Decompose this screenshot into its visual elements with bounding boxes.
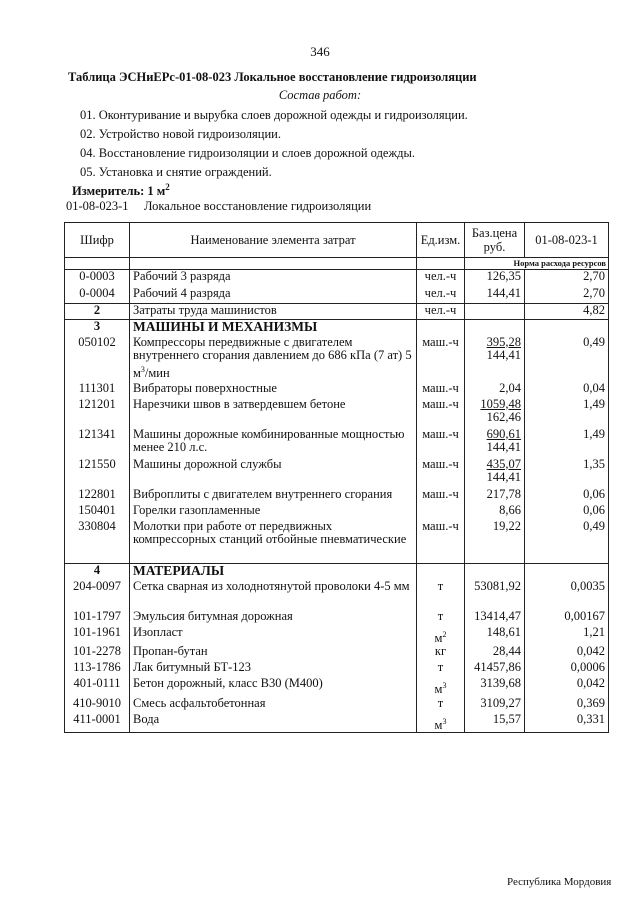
- cell-price-main: 395,28: [486, 334, 521, 349]
- cell-code: 411-0001: [65, 713, 130, 733]
- cell-name-tail: /мин: [144, 365, 170, 380]
- cell-unit-text: чел.-ч: [424, 303, 457, 317]
- cell-code: 150401: [65, 504, 130, 520]
- cell-unit: [417, 661, 465, 677]
- table-body: [65, 258, 609, 733]
- cell-norm: 1,49: [525, 398, 609, 428]
- table-title: Таблица ЭСНиЕРс-01-08-023 Локальное восстановление гидроизоляции: [68, 70, 477, 84]
- cell-unit: [417, 580, 465, 610]
- cell-unit-text: м: [434, 682, 443, 697]
- table-row: [65, 580, 609, 610]
- cell-name: [130, 270, 417, 287]
- cell-price-labor: 162,46: [486, 410, 521, 424]
- code-line-text: Локальное восстановление гидроизоляции: [144, 199, 372, 213]
- cell-price: [465, 320, 525, 336]
- cell-name: [130, 645, 417, 661]
- cell-unit: [417, 382, 465, 398]
- cell-name-text: Компрессоры передвижные с двигателем внутреннего сгорания давлением до 686 кПа (7 ат) 5 м: [133, 334, 412, 380]
- cell-code: 050102: [65, 336, 130, 382]
- cell-price: [465, 520, 525, 564]
- cell-price: [465, 661, 525, 677]
- cell-name-text: Машины дорожные комбинированные мощностью менее 210 л.с.: [133, 426, 405, 454]
- cell-name: [130, 504, 417, 520]
- cell-name-sup: 3: [140, 364, 145, 374]
- cell-price: [465, 382, 525, 398]
- cell-unit-text: т: [437, 608, 444, 623]
- cell-code: 121341: [65, 428, 130, 458]
- table-row: [65, 320, 609, 336]
- page-number: 346: [310, 44, 330, 59]
- cell-name-text: Рабочий 3 разряда: [133, 269, 231, 283]
- cell-name-text: Горелки газопламенные: [133, 502, 261, 517]
- cell-name-text: Изопласт: [133, 624, 183, 639]
- norm-label-row: [65, 258, 609, 270]
- cell-name: [130, 458, 417, 488]
- table-row: [65, 564, 609, 580]
- cell-code: 113-1786: [65, 661, 130, 677]
- cell-name: [130, 382, 417, 398]
- cell-norm: 0,042: [525, 645, 609, 661]
- cell-price: [465, 564, 525, 580]
- cell-price-main: 3139,68: [480, 676, 521, 691]
- cell-code: 0-0003: [65, 270, 130, 287]
- cell-price: [465, 713, 525, 733]
- cell-norm: 0,0006: [525, 661, 609, 677]
- cell-unit-text: м: [434, 630, 443, 645]
- cell-name: [130, 336, 417, 382]
- cell-unit-text: маш.-ч: [422, 518, 459, 533]
- norm-empty-cell: [65, 258, 130, 270]
- cell-price: [465, 697, 525, 713]
- norm-empty-cell: [417, 258, 465, 270]
- work-composition-title: Состав работ:: [278, 88, 362, 102]
- cell-unit: [417, 320, 465, 336]
- table-row: [65, 488, 609, 504]
- cell-unit-text: маш.-ч: [422, 486, 459, 501]
- header-code: 01-08-023-1: [525, 223, 609, 258]
- cell-norm: 0,331: [525, 713, 609, 733]
- table-row: [65, 336, 609, 382]
- table-row: [65, 504, 609, 520]
- cell-name-text: Виброплиты с двигателем внутреннего сгорания: [133, 486, 393, 501]
- cell-norm: 0,042: [525, 677, 609, 697]
- cell-name-text: Вода: [133, 711, 160, 726]
- cell-unit: [417, 504, 465, 520]
- cell-price-labor: 144,41: [486, 470, 521, 484]
- cell-name: [130, 697, 417, 713]
- table-row: [65, 520, 609, 564]
- cell-code: 111301: [65, 382, 130, 398]
- cell-name: [130, 713, 417, 733]
- table-row: [65, 398, 609, 428]
- cell-name: [130, 580, 417, 610]
- resource-table: [64, 222, 609, 733]
- cell-norm: 0,49: [525, 520, 609, 564]
- cell-code: 204-0097: [65, 580, 130, 610]
- cell-unit-text: т: [437, 660, 444, 675]
- cell-unit: [417, 610, 465, 626]
- cell-name-text: Затраты труда машинистов: [133, 303, 277, 317]
- measure-label: [72, 182, 170, 199]
- cell-unit: [417, 428, 465, 458]
- cell-name: [130, 564, 417, 580]
- cell-name: [130, 677, 417, 697]
- cell-price-labor: 144,41: [486, 440, 521, 454]
- table-header-row: [65, 223, 609, 258]
- cell-code: 122801: [65, 488, 130, 504]
- cell-price-labor: 144,41: [486, 348, 521, 362]
- cell-unit-text: маш.-ч: [422, 334, 459, 349]
- cell-unit: [417, 458, 465, 488]
- cell-code: 101-1961: [65, 626, 130, 646]
- cell-unit: [417, 520, 465, 564]
- cell-norm: [525, 320, 609, 336]
- work-item: 04. Восстановление гидроизоляции и слоев дорожной одежды.: [80, 146, 416, 160]
- cell-norm: 1,35: [525, 458, 609, 488]
- cell-unit: [417, 270, 465, 287]
- cell-name: [130, 520, 417, 564]
- norm-empty-cell: [130, 258, 417, 270]
- cell-unit: [417, 677, 465, 697]
- cell-price-main: 19,22: [492, 518, 521, 533]
- cell-price: [465, 580, 525, 610]
- cell-unit-sup: 3: [442, 716, 447, 726]
- norm-label: Норма расхода ресурсов: [465, 258, 609, 270]
- cell-price: [465, 645, 525, 661]
- cell-name-text: Пропан-бутан: [133, 644, 208, 659]
- work-item: 01. Оконтуривание и вырубка слоев дорожной одежды и гидроизоляции.: [80, 108, 468, 122]
- table-row: [65, 677, 609, 697]
- cell-price: [465, 626, 525, 646]
- cell-price-main: 148,61: [486, 624, 521, 639]
- table-row: [65, 270, 609, 287]
- cell-name: [130, 610, 417, 626]
- cell-norm: 0,06: [525, 488, 609, 504]
- cell-name-text: Сетка сварная из холоднотянутой проволоки 4-5 мм: [133, 578, 410, 593]
- footer-region: Республика Мордовия: [507, 876, 612, 888]
- cell-unit-text: чел.-ч: [424, 269, 457, 283]
- cell-code: 4: [65, 564, 130, 580]
- table-row: [65, 626, 609, 646]
- cell-unit: [417, 626, 465, 646]
- cell-price: [465, 270, 525, 287]
- measure-sup: 2: [165, 182, 170, 192]
- table-row: [65, 610, 609, 626]
- cell-price-main: 126,35: [486, 269, 521, 283]
- cell-norm: 0,49: [525, 336, 609, 382]
- cell-code: 101-1797: [65, 610, 130, 626]
- cell-name-text: Лак битумный БТ-123: [133, 660, 252, 675]
- cell-price-main: 435,07: [486, 456, 521, 471]
- cell-price-main: 2,04: [499, 380, 521, 395]
- header-cipher: Шифр: [65, 223, 130, 258]
- table-row: [65, 287, 609, 304]
- cell-price: [465, 610, 525, 626]
- cell-unit-text: т: [437, 578, 444, 593]
- work-list: [80, 106, 468, 182]
- cell-norm: 0,06: [525, 504, 609, 520]
- cell-unit-text: маш.-ч: [422, 380, 459, 395]
- cell-price-main: 144,41: [486, 285, 521, 300]
- cell-unit: [417, 304, 465, 320]
- cell-norm: 0,00167: [525, 610, 609, 626]
- table-row: [65, 428, 609, 458]
- cell-name: [130, 488, 417, 504]
- cell-norm: [525, 564, 609, 580]
- table-row: [65, 697, 609, 713]
- cell-price-main: 15,57: [492, 711, 521, 726]
- cell-name: [130, 661, 417, 677]
- cell-price: [465, 488, 525, 504]
- cell-unit: [417, 398, 465, 428]
- cell-code: 330804: [65, 520, 130, 564]
- cell-name: [130, 304, 417, 320]
- cell-unit-text: т: [437, 695, 444, 710]
- cell-unit-text: м: [434, 717, 443, 732]
- cell-unit: [417, 697, 465, 713]
- cell-code: 121550: [65, 458, 130, 488]
- cell-norm: 2,70: [525, 270, 609, 287]
- cell-price-main: 8,66: [499, 502, 521, 517]
- cell-unit: [417, 488, 465, 504]
- cell-name: [130, 320, 417, 336]
- work-item: 02. Устройство новой гидроизоляции.: [80, 127, 281, 141]
- code-line-code: 01-08-023-1: [66, 199, 129, 213]
- cell-code: 121201: [65, 398, 130, 428]
- cell-unit-text: маш.-ч: [422, 396, 459, 411]
- cell-name-text: МАШИНЫ И МЕХАНИЗМЫ: [133, 319, 318, 334]
- cell-name: [130, 428, 417, 458]
- cell-code: 101-2278: [65, 645, 130, 661]
- cell-norm: 4,82: [525, 304, 609, 320]
- cell-norm: 2,70: [525, 287, 609, 304]
- cell-name-text: МАТЕРИАЛЫ: [133, 563, 225, 578]
- cell-code: 3: [65, 320, 130, 336]
- cell-price-main: 3109,27: [480, 695, 521, 710]
- header-name: Наименование элемента затрат: [130, 223, 417, 258]
- cell-norm: 1,21: [525, 626, 609, 646]
- cell-price: [465, 677, 525, 697]
- table-row: [65, 304, 609, 320]
- cell-price: [465, 304, 525, 320]
- cell-price: [465, 504, 525, 520]
- cell-name-text: Нарезчики швов в затвердевшем бетоне: [133, 396, 346, 411]
- cell-name: [130, 398, 417, 428]
- cell-price-main: 690,61: [486, 426, 521, 441]
- cell-price: [465, 287, 525, 304]
- cell-unit: [417, 564, 465, 580]
- cell-name-text: Вибраторы поверхностные: [133, 380, 277, 395]
- cell-unit-text: маш.-ч: [422, 426, 459, 441]
- cell-unit: [417, 713, 465, 733]
- work-item: 05. Установка и снятие ограждений.: [80, 165, 272, 179]
- cell-price: [465, 336, 525, 382]
- cell-price-main: 1059,48: [480, 396, 521, 411]
- cell-unit-sup: 2: [442, 629, 447, 639]
- cell-norm: 0,369: [525, 697, 609, 713]
- cell-name-text: Молотки при работе от передвижных компрессорных станций отбойные пневматические: [133, 518, 407, 546]
- cell-unit: [417, 645, 465, 661]
- cell-norm: 0,04: [525, 382, 609, 398]
- cell-unit-sup: 3: [442, 681, 447, 691]
- cell-code: 2: [65, 304, 130, 320]
- cell-unit: [417, 287, 465, 304]
- cell-price-main: 41457,86: [474, 660, 521, 675]
- code-line: [66, 199, 371, 214]
- cell-name-text: Машины дорожной службы: [133, 456, 282, 471]
- cell-name-text: Эмульсия битумная дорожная: [133, 608, 293, 623]
- cell-unit-text: маш.-ч: [422, 456, 459, 471]
- cell-unit: [417, 336, 465, 382]
- cell-price-main: 28,44: [492, 644, 521, 659]
- cell-name-text: Бетон дорожный, класс В30 (М400): [133, 676, 323, 691]
- table-row: [65, 645, 609, 661]
- cell-price-main: 13414,47: [474, 608, 521, 623]
- cell-unit-text: чел.-ч: [424, 285, 457, 300]
- cell-price-main: 53081,92: [474, 578, 521, 593]
- cell-name-text: Смесь асфальтобетонная: [133, 695, 266, 710]
- cell-norm: 0,0035: [525, 580, 609, 610]
- cell-unit-text: кг: [434, 644, 447, 659]
- cell-code: 410-9010: [65, 697, 130, 713]
- cell-price: [465, 458, 525, 488]
- table-row: [65, 661, 609, 677]
- header-price: Баз.цена руб.: [465, 223, 525, 258]
- cell-code: 401-0111: [65, 677, 130, 697]
- header-unit: Ед.изм.: [417, 223, 465, 258]
- cell-norm: 1,49: [525, 428, 609, 458]
- table-row: [65, 382, 609, 398]
- table-row: [65, 713, 609, 733]
- cell-price: [465, 428, 525, 458]
- cell-price: [465, 398, 525, 428]
- cell-code: 0-0004: [65, 287, 130, 304]
- table-row: [65, 458, 609, 488]
- cell-name-text: Рабочий 4 разряда: [133, 285, 231, 300]
- cell-name: [130, 626, 417, 646]
- cell-name: [130, 287, 417, 304]
- cell-price-main: 217,78: [486, 486, 521, 501]
- measure-text: Измеритель: 1 м: [72, 184, 166, 199]
